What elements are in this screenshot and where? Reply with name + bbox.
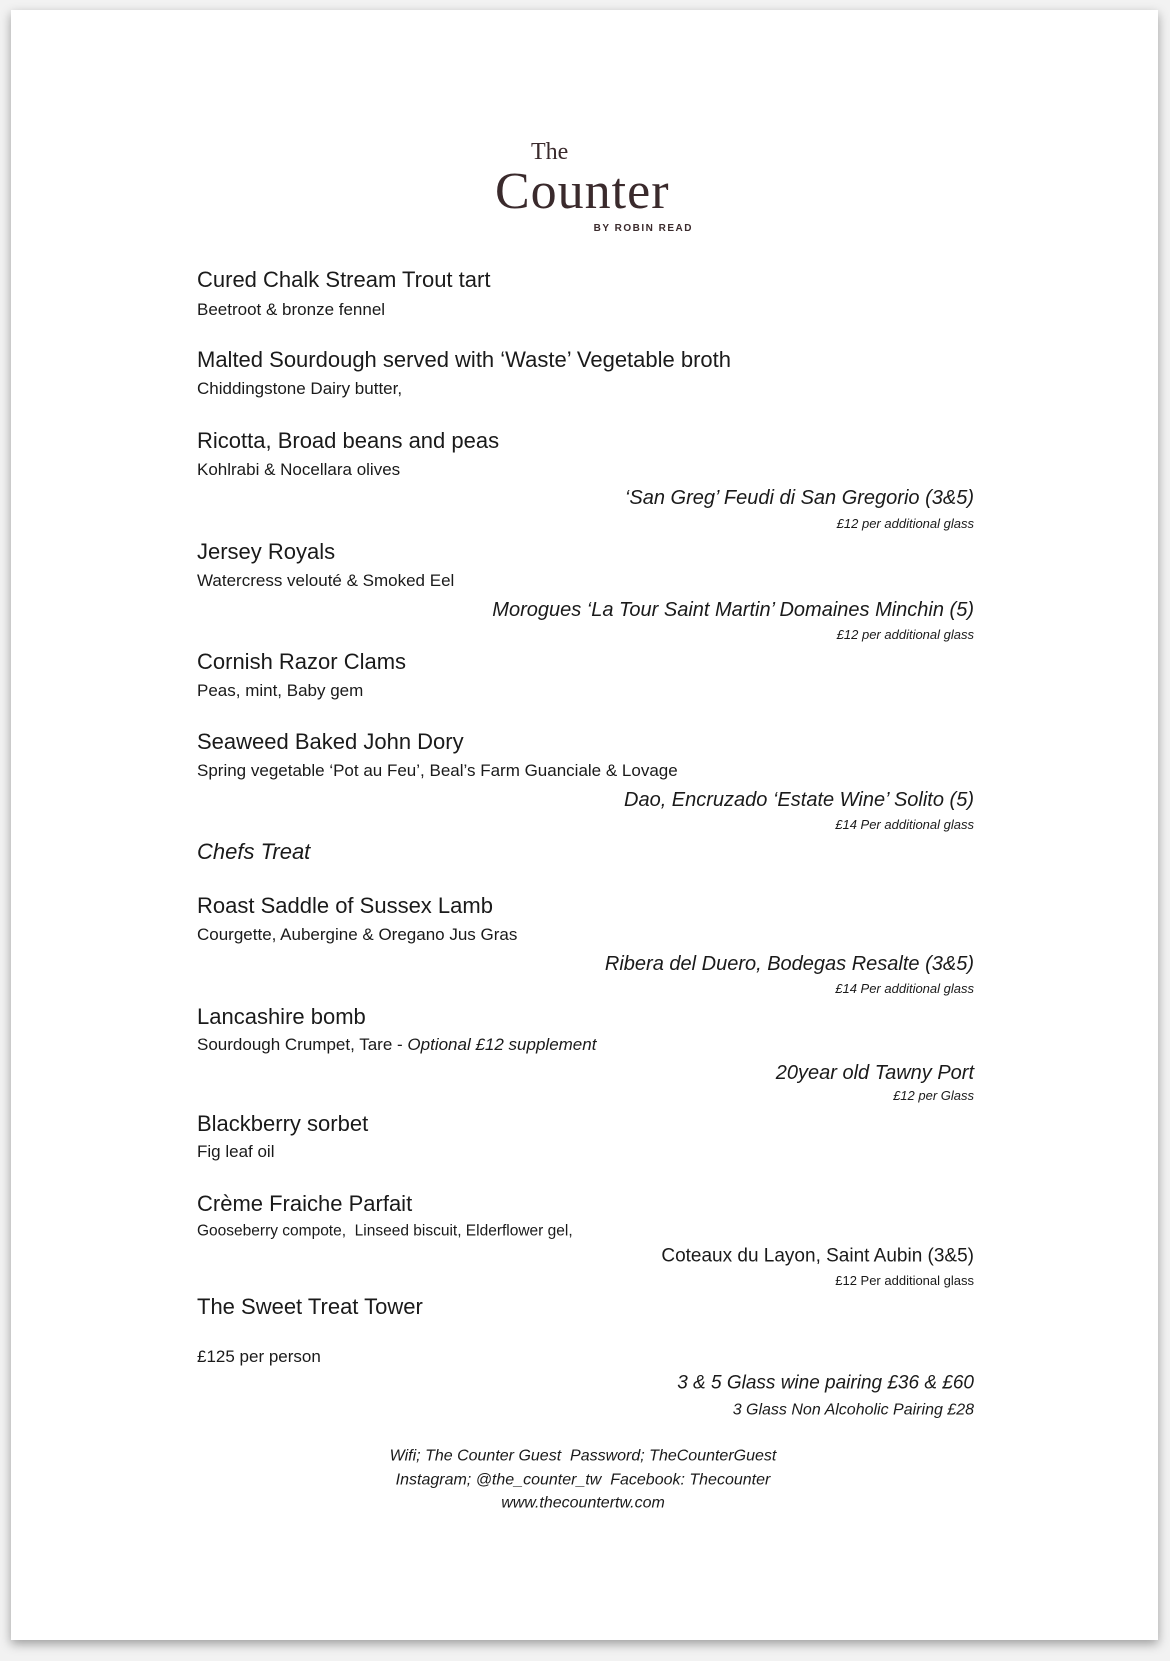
wine-pairing: Dao, Encruzado ‘Estate Wine’ Solito (5) xyxy=(624,789,974,811)
course-desc: Fig leaf oil xyxy=(197,1141,275,1161)
wine-pairing-price: 3 & 5 Glass wine pairing £36 & £60 xyxy=(677,1372,974,1394)
wine-pairing: 20year old Tawny Port xyxy=(775,1062,974,1084)
course-desc: Spring vegetable ‘Pot au Feu’, Beal’s Farm Guanciale & Lovage xyxy=(197,760,678,780)
logo-the: The xyxy=(531,139,569,165)
course-title: The Sweet Treat Tower xyxy=(197,1293,423,1319)
wine-note: £14 Per additional glass xyxy=(835,981,974,997)
wine-note: £12 per additional glass xyxy=(836,516,974,532)
restaurant-logo xyxy=(481,140,711,240)
website-link[interactable]: www.thecountertw.com xyxy=(501,1494,665,1512)
course-title: Roast Saddle of Sussex Lamb xyxy=(197,892,493,918)
course-desc: Courgette, Aubergine & Oregano Jus Gras xyxy=(197,924,518,944)
wine-note: £12 per Glass xyxy=(893,1088,974,1104)
course-title: Cornish Razor Clams xyxy=(197,648,407,674)
course-title: Ricotta, Broad beans and peas xyxy=(197,427,500,453)
wine-pairing: Morogues ‘La Tour Saint Martin’ Domaines Minchin (5) xyxy=(492,599,974,621)
wine-pairing: Ribera del Duero, Bodegas Resalte (3&5) xyxy=(604,953,974,975)
price-per-person: £125 per person xyxy=(197,1346,321,1366)
course-desc: Gooseberry compote, Linseed biscuit, Elderflower gel, xyxy=(197,1222,573,1240)
wine-note: £12 per additional glass xyxy=(836,627,974,643)
wine-pairing: ‘San Greg’ Feudi di San Gregorio (3&5) xyxy=(624,487,974,509)
course-desc: Kohlrabi & Nocellara olives xyxy=(197,459,401,479)
course-desc: Chiddingstone Dairy butter, xyxy=(197,378,403,398)
social-info: Instagram; @the_counter_tw Facebook: Thecounter xyxy=(395,1471,771,1489)
course-desc xyxy=(197,1035,596,1055)
course-desc: Beetroot & bronze fennel xyxy=(197,299,386,319)
course-title: Chefs Treat xyxy=(197,838,311,864)
course-desc-text: Sourdough Crumpet, Tare - xyxy=(197,1034,408,1054)
menu-page xyxy=(11,10,1158,1640)
wifi-info: Wifi; The Counter Guest Password; TheCounterGuest xyxy=(389,1447,777,1465)
logo-byline: BY ROBIN READ xyxy=(593,223,693,234)
supplement-note: Optional £12 supplement xyxy=(407,1034,597,1054)
non-alcoholic-pairing-price: 3 Glass Non Alcoholic Pairing £28 xyxy=(732,1401,974,1419)
course-desc: Peas, mint, Baby gem xyxy=(197,680,364,700)
course-title: Jersey Royals xyxy=(197,538,336,564)
course-title: Malted Sourdough served with ‘Waste’ Vegetable broth xyxy=(197,346,732,372)
wine-note: £12 Per additional glass xyxy=(835,1273,974,1289)
wine-pairing: Coteaux du Layon, Saint Aubin (3&5) xyxy=(661,1245,974,1267)
course-desc: Watercress velouté & Smoked Eel xyxy=(197,570,455,590)
course-title: Crème Fraiche Parfait xyxy=(197,1190,413,1216)
wine-note: £14 Per additional glass xyxy=(835,817,974,833)
course-title: Blackberry sorbet xyxy=(197,1110,369,1136)
course-title: Cured Chalk Stream Trout tart xyxy=(197,266,491,292)
course-title: Seaweed Baked John Dory xyxy=(197,728,464,754)
course-title: Lancashire bomb xyxy=(197,1003,366,1029)
logo-counter: Counter xyxy=(495,163,670,220)
